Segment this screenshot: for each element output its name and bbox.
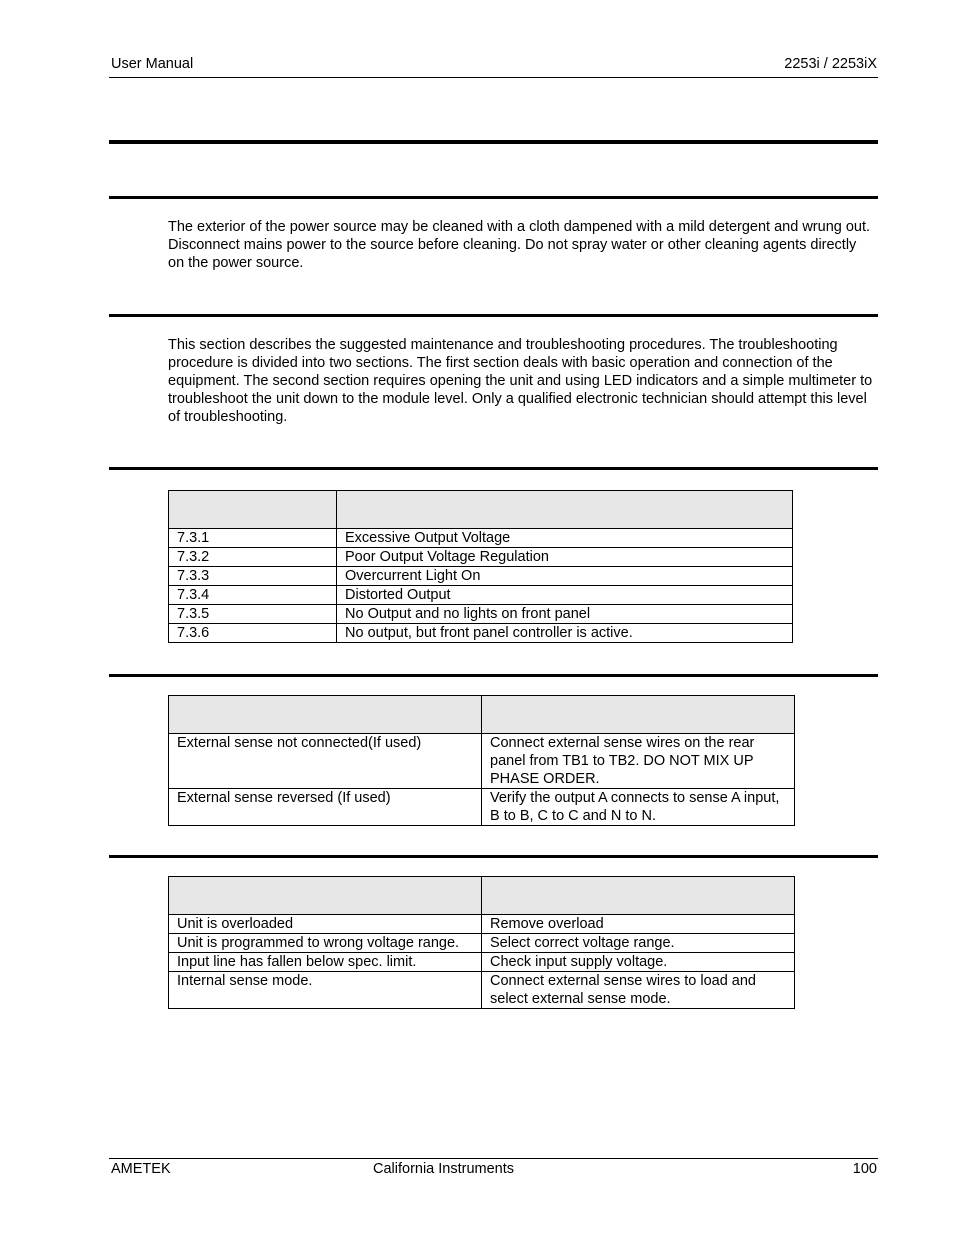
table-cell: Verify the output A connects to sense A input, B to B, C to C and N to N. [482, 789, 795, 826]
table-header-row [169, 877, 795, 915]
table-row [169, 624, 793, 643]
table-row [169, 972, 795, 1009]
table-cell: Unit is programmed to wrong voltage range. [169, 934, 482, 953]
table-cell: 7.3.5 [169, 605, 337, 624]
table-cell: Overcurrent Light On [337, 567, 793, 586]
excessive-voltage-table [168, 695, 795, 826]
table-cell: 7.3.1 [169, 529, 337, 548]
table-header-row [169, 696, 795, 734]
table-row [169, 953, 795, 972]
table-cell: 7.3.6 [169, 624, 337, 643]
table-header-row [169, 491, 793, 529]
table-cell: External sense not connected(If used) [169, 734, 482, 789]
table-cell: Connect external sense wires to load and select external sense mode. [482, 972, 795, 1009]
table-row [169, 915, 795, 934]
section-rule [109, 674, 878, 677]
table-cell: No Output and no lights on front panel [337, 605, 793, 624]
table-row [169, 529, 793, 548]
table-cell: Distorted Output [337, 586, 793, 605]
table-cell: Select correct voltage range. [482, 934, 795, 953]
section-rule [109, 467, 878, 470]
table-cell: Remove overload [482, 915, 795, 934]
table-cell: Unit is overloaded [169, 915, 482, 934]
header-right: 2253i / 2253iX [784, 56, 877, 72]
table-cell: 7.3.4 [169, 586, 337, 605]
table-row [169, 605, 793, 624]
poor-regulation-table [168, 876, 795, 1009]
table-cell: Internal sense mode. [169, 972, 482, 1009]
table-cell: Connect external sense wires on the rear panel from TB1 to TB2. DO NOT MIX UP PHASE ORDER. [482, 734, 795, 789]
footer-rule [109, 1158, 878, 1159]
table-row [169, 548, 793, 567]
header-left: User Manual [111, 56, 194, 72]
section-rule [109, 855, 878, 858]
table-row [169, 934, 795, 953]
footer-left: AMETEK [111, 1161, 171, 1177]
table-cell: Input line has fallen below spec. limit. [169, 953, 482, 972]
table-cell: Excessive Output Voltage [337, 529, 793, 548]
chapter-rule [109, 140, 878, 144]
table-cell: Poor Output Voltage Regulation [337, 548, 793, 567]
section-rule [109, 196, 878, 199]
maintenance-paragraph: This section describes the suggested maintenance and troubleshooting procedures. The troubleshooting procedure is divided into two sections. The first section deals with basic operation and connection of the equipment. The second section requires opening the unit and using LED indicators and a simple multimeter to troubleshoot the unit down to the module level. Only a qualified electronic technician should attempt this level of troubleshooting. [168, 337, 873, 425]
cleaning-paragraph: The exterior of the power source may be cleaned with a cloth dampened with a mild detergent and wrung out. Disconnect mains power to the source before cleaning. Do not spray water or other cleaning agents directly on the power source. [168, 219, 871, 271]
table-cell: 7.3.3 [169, 567, 337, 586]
header-rule [109, 77, 878, 78]
table-cell: Check input supply voltage. [482, 953, 795, 972]
table-row [169, 734, 795, 789]
table-cell: External sense reversed (If used) [169, 789, 482, 826]
table-cell: No output, but front panel controller is active. [337, 624, 793, 643]
table-row [169, 567, 793, 586]
page-number: 100 [852, 1161, 877, 1177]
table-row [169, 586, 793, 605]
footer-center: California Instruments [373, 1161, 515, 1177]
table-cell: 7.3.2 [169, 548, 337, 567]
section-rule [109, 314, 878, 317]
table-row [169, 789, 795, 826]
troubleshooting-index-table [168, 490, 793, 643]
